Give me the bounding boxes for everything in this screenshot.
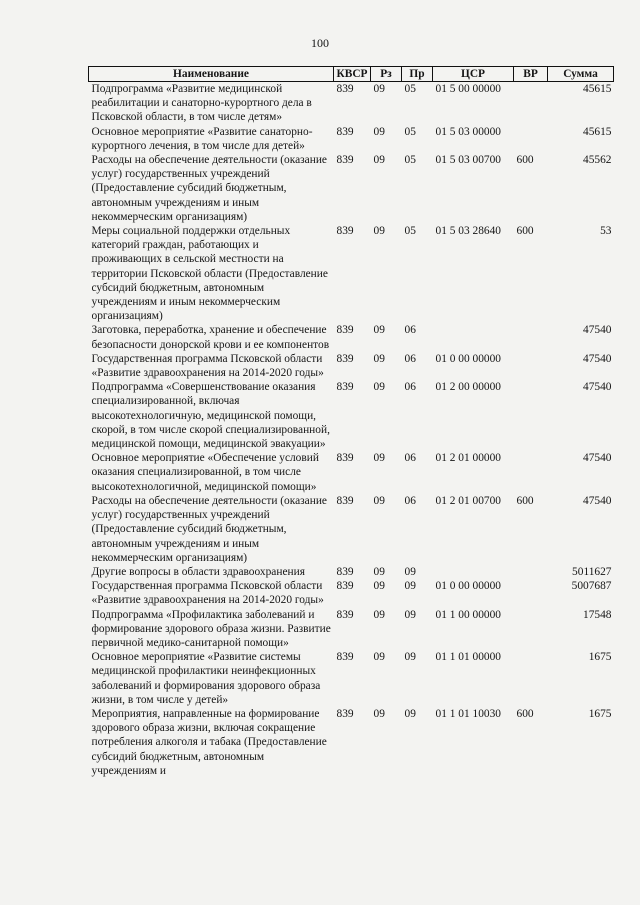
header-sum: Сумма: [548, 67, 614, 82]
cell-sum: 45615: [583, 125, 612, 138]
cell-csr: 01 2 01 00000: [435, 452, 501, 465]
table-row: [89, 608, 614, 651]
cell-vr: [514, 323, 548, 351]
cell-name: Подпрограмма «Профилактика заболеваний и формирование здорового образа жизни. Развитие первичной медико-санитарной помощи»: [91, 608, 331, 649]
cell-csr: [433, 565, 514, 579]
table-row: [89, 451, 614, 494]
header-vr: ВР: [514, 67, 548, 82]
cell-sum: 45615: [583, 83, 612, 95]
header-name: Наименование: [89, 67, 334, 82]
cell-csr: 01 2 00 00000: [435, 381, 501, 394]
cell-vr: [514, 650, 548, 707]
cell-name: Основное мероприятие «Развитие санаторно-курортного лечения, в том числе для детей»: [91, 125, 313, 152]
cell-pr: 09: [404, 565, 416, 578]
cell-sum: 1675: [588, 707, 612, 720]
table-row: [89, 352, 614, 380]
cell-vr: 600: [516, 225, 534, 238]
cell-pr: 06: [404, 324, 416, 337]
cell-kvsr: 839: [336, 154, 354, 167]
header-csr: ЦСР: [433, 67, 514, 82]
cell-pr: 09: [404, 580, 416, 593]
cell-kvsr: 839: [336, 83, 354, 95]
cell-rz: 09: [373, 580, 385, 593]
cell-kvsr: 839: [336, 608, 354, 621]
cell-kvsr: 839: [336, 494, 354, 507]
cell-csr: 01 2 01 00700: [435, 494, 501, 507]
cell-pr: 06: [404, 452, 416, 465]
cell-name: Расходы на обеспечение деятельности (оказание услуг) государственных учреждений (Предоставление субсидий бюджетным, автономным учреждениям и иным некоммерческим организациям): [91, 154, 327, 223]
cell-name: Мероприятия, направленные на формирование здорового образа жизни, включая сокращение потребления алкоголя и табака (Предоставление субсидий бюджетным, автономным учреждениям и: [91, 707, 327, 777]
cell-name: Основное мероприятие «Обеспечение условий оказания специализированной, в том числе высокотехнологичной, медицинской помощи»: [91, 452, 319, 493]
cell-csr: 01 1 01 10030: [435, 707, 501, 720]
cell-kvsr: 839: [336, 651, 354, 664]
cell-kvsr: 839: [336, 324, 354, 337]
cell-name: Государственная программа Псковской области «Развитие здравоохранения на 2014-2020 годы»: [91, 580, 324, 607]
cell-vr: 600: [516, 154, 534, 167]
cell-csr: 01 1 00 00000: [435, 608, 501, 621]
cell-pr: 05: [404, 225, 416, 238]
cell-sum: 45562: [583, 154, 612, 167]
cell-pr: 06: [404, 352, 416, 365]
table-row: [89, 707, 614, 778]
budget-table: [88, 66, 614, 778]
cell-rz: 09: [373, 324, 385, 337]
cell-pr: 05: [404, 154, 416, 167]
cell-csr: 01 5 03 00700: [435, 154, 501, 167]
cell-kvsr: 839: [336, 565, 354, 578]
cell-kvsr: 839: [336, 707, 354, 720]
table-row: [89, 650, 614, 707]
cell-pr: 09: [404, 608, 416, 621]
cell-rz: 09: [373, 494, 385, 507]
cell-pr: 09: [404, 707, 416, 720]
cell-rz: 09: [373, 352, 385, 365]
cell-vr: [514, 82, 548, 125]
cell-sum: 17548: [583, 608, 612, 621]
cell-rz: 09: [373, 707, 385, 720]
cell-vr: [514, 565, 548, 579]
cell-vr: 600: [516, 707, 534, 720]
cell-csr: 01 5 00 00000: [435, 83, 501, 95]
table-row: [89, 494, 614, 565]
table-body: [89, 82, 614, 778]
cell-kvsr: 839: [336, 352, 354, 365]
cell-rz: 09: [373, 225, 385, 238]
table-row: [89, 323, 614, 351]
cell-kvsr: 839: [336, 381, 354, 394]
cell-pr: 06: [404, 494, 416, 507]
cell-rz: 09: [373, 154, 385, 167]
table-row: [89, 224, 614, 323]
table-row: [89, 153, 614, 224]
cell-sum: 5007687: [571, 580, 612, 593]
cell-rz: 09: [373, 565, 385, 578]
table-row: [89, 380, 614, 451]
cell-rz: 09: [373, 83, 385, 95]
cell-vr: [514, 125, 548, 153]
cell-name: Подпрограмма «Совершенствование оказания специализированной, включая высокотехнологичную, медицинской помощи, скорой, в том числе скорой специализированной, медицинской помощи, медицинской эвакуации»: [91, 381, 330, 451]
cell-rz: 09: [373, 608, 385, 621]
cell-kvsr: 839: [336, 225, 354, 238]
header-rz: Рз: [371, 67, 402, 82]
cell-name: Основное мероприятие «Развитие системы медицинской профилактики неинфекционных заболеваний и формирования здорового образа жизни, в том числе у детей»: [91, 651, 321, 706]
table-row: [89, 579, 614, 607]
table-row: [89, 565, 614, 579]
cell-vr: [514, 579, 548, 607]
cell-rz: 09: [373, 452, 385, 465]
table-header-row: [89, 67, 614, 82]
cell-pr: 06: [404, 381, 416, 394]
cell-rz: 09: [373, 381, 385, 394]
cell-name: Государственная программа Псковской области «Развитие здравоохранения на 2014-2020 годы»: [91, 352, 324, 380]
header-pr: Пр: [402, 67, 433, 82]
cell-csr: [433, 323, 514, 351]
cell-name: Расходы на обеспечение деятельности (оказание услуг) государственных учреждений (Предоставление субсидий бюджетным, автономным учреждениям и иным некоммерческим организациям): [91, 494, 327, 564]
cell-name: Заготовка, переработка, хранение и обеспечение безопасности донорской крови и ее компонентов: [91, 324, 330, 351]
cell-sum: 47540: [583, 452, 612, 465]
cell-pr: 05: [404, 125, 416, 138]
cell-name: Другие вопросы в области здравоохранения: [91, 565, 305, 578]
cell-sum: 5011627: [572, 565, 612, 578]
cell-csr: 01 5 03 28640: [435, 225, 501, 238]
table-row: [89, 125, 614, 153]
page-number: 100: [311, 36, 329, 50]
cell-sum: 47540: [583, 494, 612, 507]
cell-kvsr: 839: [336, 125, 354, 138]
cell-sum: 47540: [583, 324, 612, 337]
cell-pr: 05: [404, 83, 416, 95]
table-row: [89, 82, 614, 125]
cell-csr: 01 0 00 00000: [435, 580, 501, 593]
cell-vr: [514, 608, 548, 651]
cell-csr: 01 0 00 00000: [435, 352, 501, 365]
cell-sum: 47540: [583, 381, 612, 394]
cell-rz: 09: [373, 125, 385, 138]
cell-vr: [514, 451, 548, 494]
cell-sum: 47540: [583, 352, 612, 365]
header-kvsr: КВСР: [334, 67, 371, 82]
cell-name: Меры социальной поддержки отдельных категорий граждан, работающих и проживающих в сельской местности на территории Псковской области (Предоставление субсидий бюджетным, автономным учреждениям и иным некоммерческим организациям): [91, 225, 328, 323]
cell-csr: 01 1 01 00000: [435, 651, 501, 664]
cell-kvsr: 839: [336, 580, 354, 593]
cell-sum: 53: [600, 225, 612, 238]
cell-vr: [514, 352, 548, 380]
cell-name: Подпрограмма «Развитие медицинской реабилитации и санаторно-курортного дела в Псковской области, в том числе детям»: [91, 83, 312, 124]
cell-vr: [514, 380, 548, 451]
cell-kvsr: 839: [336, 452, 354, 465]
cell-rz: 09: [373, 651, 385, 664]
cell-pr: 09: [404, 651, 416, 664]
cell-vr: 600: [516, 494, 534, 507]
cell-csr: 01 5 03 00000: [435, 125, 501, 138]
cell-sum: 1675: [588, 651, 612, 664]
